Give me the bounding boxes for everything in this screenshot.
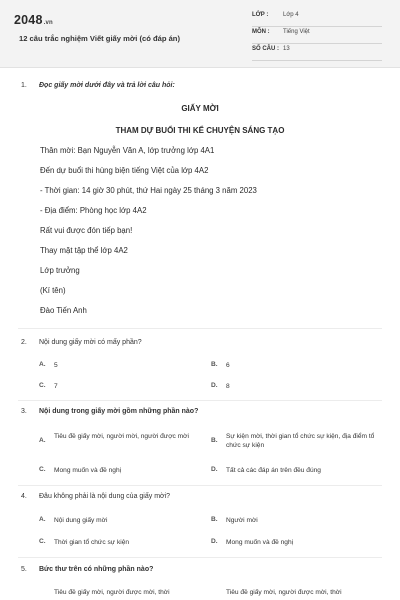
option-text: Sự kiện mời, thời gian tổ chức sự kiện, địa điểm tổ chức sự kiện (226, 433, 375, 449)
divider (18, 485, 382, 486)
option-letter: A. (39, 437, 46, 444)
passage-line: - Thời gian: 14 giờ 30 phút, thứ Hai ngày 25 tháng 3 năm 2023 (40, 186, 257, 195)
question-text: Nội dung giấy mời có mấy phần? (39, 339, 142, 346)
meta-class-value: Lớp 4 (283, 12, 299, 18)
option-text: 5 (54, 362, 58, 369)
passage-line: Thay mặt tập thể lớp 4A2 (40, 246, 128, 255)
option-text: Người mời (226, 517, 258, 524)
document-title: 12 câu trắc nghiệm Viết giấy mời (có đáp án) (19, 34, 180, 43)
option-letter: D. (211, 466, 218, 473)
meta-subject (252, 27, 382, 44)
question-number: 1. (21, 82, 27, 89)
passage-line: Thân mời: Bạn Nguyễn Văn A, lớp trưởng lớp 4A1 (40, 146, 215, 155)
option-letter: B. (211, 361, 218, 368)
option-letter: B. (211, 437, 218, 444)
passage-line: - Địa điểm: Phòng học lớp 4A2 (40, 206, 147, 215)
option-text: Tất cả các đáp án trên đều đúng (226, 467, 321, 474)
meta-class-key: LỚP : (252, 12, 269, 18)
passage-line: Lớp trưởng (40, 266, 80, 275)
option-text: 7 (54, 383, 58, 390)
option-letter: C. (39, 538, 46, 545)
logo-main: 2048 (14, 13, 43, 27)
option-text: Tiêu đề giấy mời, người mời, người được mời (54, 433, 189, 440)
option-text: Mong muốn và đề nghị (54, 467, 122, 474)
option-text: Nội dung giấy mời (54, 517, 108, 524)
option-text: Tiêu đề giấy mời, người được mời, thời (54, 589, 170, 596)
meta-count (252, 44, 382, 61)
option-text: 6 (226, 362, 230, 369)
meta-subject-value: Tiếng Việt (283, 29, 310, 35)
page-header (0, 0, 400, 68)
passage-line: Đào Tiến Anh (40, 306, 87, 315)
divider (18, 557, 382, 558)
option-text: 8 (226, 383, 230, 390)
meta-count-value: 13 (283, 46, 290, 52)
option-letter: C. (39, 466, 46, 473)
option-text: Tiêu đề giấy mời, người được mời, thời (226, 589, 342, 596)
passage-line: Đến dự buổi thi hùng biện tiếng Việt của lớp 4A2 (40, 166, 209, 175)
question-text: Đọc giấy mời dưới đây và trả lời câu hỏi: (39, 82, 175, 89)
meta-count-key: SỐ CÂU : (252, 46, 279, 52)
logo-suffix: .vn (43, 20, 53, 26)
question-text: Nội dung trong giấy mời gồm những phần nào? (39, 408, 199, 415)
option-letter: A. (39, 516, 46, 523)
question-number: 3. (21, 408, 27, 415)
divider (18, 400, 382, 401)
question-text: Đâu không phải là nội dung của giấy mời? (39, 493, 171, 500)
passage-heading: GIẤY MỜI (181, 104, 219, 113)
question-number: 4. (21, 493, 27, 500)
option-letter: A. (39, 361, 46, 368)
option-letter: B. (211, 516, 218, 523)
option-text: Mong muốn và đề nghị (226, 539, 294, 546)
passage-subheading: THAM DỰ BUỔI THI KỂ CHUYỆN SÁNG TẠO (115, 126, 285, 135)
passage-line: Rất vui được đón tiếp bạn! (40, 226, 133, 235)
site-logo[interactable] (14, 13, 53, 27)
meta-class (252, 10, 382, 27)
passage-line: (Kí tên) (40, 286, 66, 295)
option-text: Thời gian tổ chức sự kiện (54, 539, 130, 546)
question-text: Bức thư trên có những phần nào? (39, 566, 154, 573)
divider (18, 328, 382, 329)
option-letter: D. (211, 538, 218, 545)
meta-subject-key: MÔN : (252, 29, 270, 35)
option-letter: C. (39, 382, 46, 389)
question-number: 2. (21, 339, 27, 346)
option-letter: D. (211, 382, 218, 389)
question-number: 5. (21, 566, 27, 573)
